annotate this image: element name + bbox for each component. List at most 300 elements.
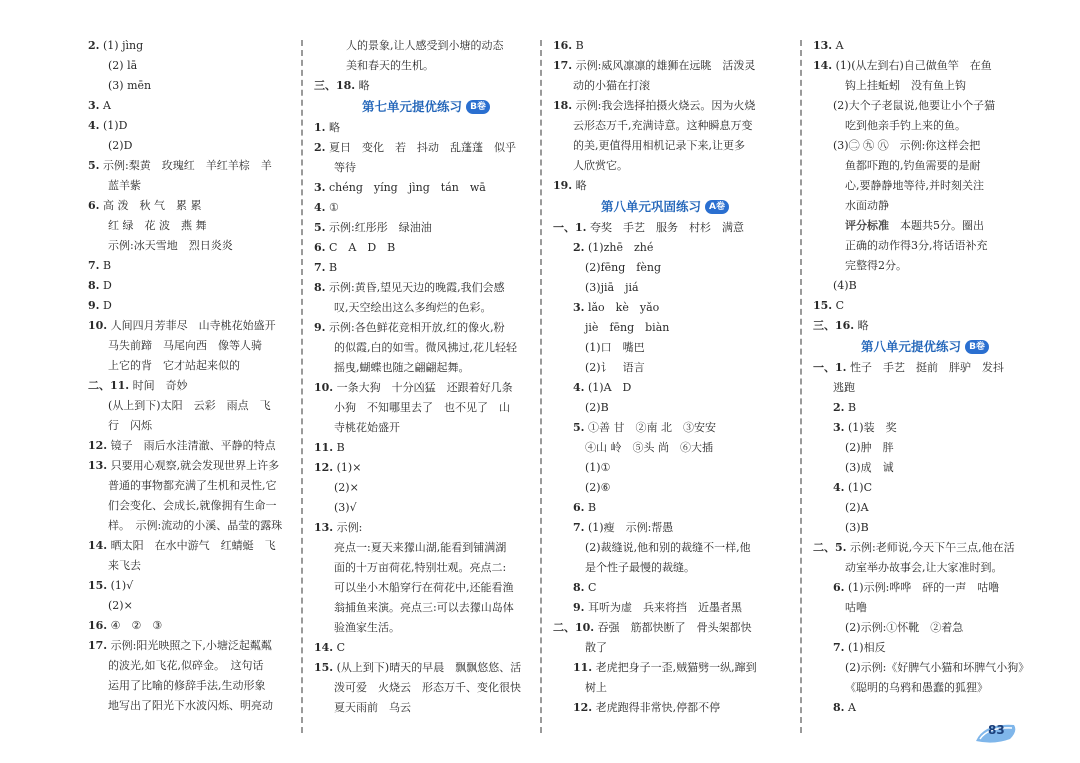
answer-text: 寺桃花始盛开 — [334, 421, 400, 434]
question-number: 14. — [314, 641, 334, 654]
answer-text: 略 — [575, 179, 587, 192]
answer-text: B — [575, 39, 584, 52]
answer-text: 人欣赏它。 — [573, 159, 628, 172]
answer-line — [813, 478, 1037, 498]
answer-line — [813, 176, 1037, 196]
answer-text: 蓝羊紫 — [108, 179, 141, 192]
question-number: 10. — [88, 319, 108, 332]
answer-text: 示例:梨黄 玫瑰红 羊红羊棕 羊 — [102, 159, 272, 172]
answer-line — [553, 318, 777, 338]
answer-text: lǎo kè yǎo — [587, 301, 660, 314]
answer-text: 的似霞,白的如雪。微风拂过,花儿轻轻 — [334, 341, 517, 354]
answer-line — [314, 258, 538, 278]
answer-text: (2)× — [334, 481, 359, 494]
answer-text: (3)√ — [334, 501, 357, 514]
question-number: 12. — [88, 439, 108, 452]
answer-line — [88, 416, 312, 436]
answer-text: jiè fēng biàn — [585, 321, 670, 334]
question-number: 10. — [314, 381, 334, 394]
answer-text: 们会变化、会成长,就像拥有生命一 — [108, 499, 277, 512]
answer-line — [553, 558, 777, 578]
answer-line — [88, 316, 312, 336]
answer-text: 示例:我会选择拍摄火烧云。因为火烧 — [575, 99, 756, 112]
answer-line — [88, 356, 312, 376]
column-3 — [553, 36, 777, 718]
question-number: 15. — [314, 661, 334, 674]
question-number: 12. — [573, 701, 593, 714]
answer-line — [553, 36, 777, 56]
answer-line — [314, 678, 538, 698]
answer-line — [314, 558, 538, 578]
answer-line — [88, 136, 312, 156]
question-number: 2. — [314, 141, 326, 154]
section-title-text: 第七单元提优练习 — [362, 99, 463, 114]
answer-line — [88, 676, 312, 696]
answer-text: 行 闪烁 — [108, 419, 152, 432]
question-number: 18. — [553, 99, 573, 112]
answer-line — [813, 56, 1037, 76]
answer-text: 老虎跑得非常快,停都不停 — [595, 701, 721, 714]
answer-text: (2)D — [108, 139, 133, 152]
answer-text: ④ ② ③ — [110, 619, 163, 632]
answer-line — [314, 298, 538, 318]
question-number: 二、11. — [88, 379, 130, 392]
answer-line — [813, 236, 1037, 256]
answer-line — [88, 36, 312, 56]
answer-line — [553, 378, 777, 398]
answer-line — [553, 96, 777, 116]
question-number: 4. — [573, 381, 585, 394]
answer-text: 水面动静 — [845, 199, 889, 212]
question-number: 5. — [314, 221, 326, 234]
question-number: 16. — [553, 39, 573, 52]
answer-text: (1)瘦 示例:帮愚 — [587, 521, 674, 534]
question-number: 12. — [314, 461, 334, 474]
answer-text: (1)相反 — [847, 641, 886, 654]
section-badge: B卷 — [965, 340, 989, 354]
answer-line — [813, 276, 1037, 296]
section-badge: A卷 — [705, 200, 729, 214]
answer-text: 是个性子最慢的裁缝。 — [585, 561, 695, 574]
question-number: 2. — [88, 39, 100, 52]
answer-text: (3)B — [845, 521, 869, 534]
answer-line — [314, 398, 538, 418]
answer-text: 翁捕鱼来演。亮点三:可以去獴山岛体 — [334, 601, 514, 614]
answer-line — [314, 76, 538, 96]
question-number: 7. — [314, 261, 326, 274]
question-number: 19. — [553, 179, 573, 192]
question-number: 17. — [88, 639, 108, 652]
answer-text: 的美,更值得用相机记录下来,让更多 — [573, 139, 745, 152]
question-number: 11. — [314, 441, 334, 454]
answer-text: C — [587, 581, 597, 594]
answer-line — [314, 178, 538, 198]
answer-text: 面的十万亩荷花,特别壮观。亮点二: — [334, 561, 507, 574]
answer-text: A — [847, 701, 856, 714]
answer-line — [314, 218, 538, 238]
answer-text: (1)D — [102, 119, 128, 132]
answer-text: (2)肿 胖 — [845, 441, 894, 454]
answer-text: 示例: — [336, 521, 363, 534]
column-divider — [301, 40, 303, 733]
answer-line — [553, 458, 777, 478]
answer-line — [813, 458, 1037, 478]
answer-text: 老虎把身子一歪,贼猫劈一纵,蹿到 — [595, 661, 757, 674]
answer-text: (3) mēn — [108, 79, 152, 92]
answer-line — [88, 96, 312, 116]
question-number: 5. — [573, 421, 585, 434]
answer-line — [314, 138, 538, 158]
answer-line — [88, 576, 312, 596]
answer-text: 人的景象,让人感受到小塘的动态 — [346, 39, 504, 52]
question-number: 14. — [813, 59, 833, 72]
answer-line — [314, 238, 538, 258]
answer-line — [813, 518, 1037, 538]
answer-text: 树上 — [585, 681, 607, 694]
answer-text: 逃跑 — [833, 381, 855, 394]
question-number: 2. — [573, 241, 585, 254]
answer-text: D — [102, 299, 112, 312]
answer-text: 钩上挂蚯蚓 没有鱼上钩 — [845, 79, 966, 92]
answer-line — [553, 618, 777, 638]
answer-text: (2)⑥ — [585, 481, 611, 494]
question-number: 6. — [314, 241, 326, 254]
answer-line — [88, 656, 312, 676]
answer-text: 耳听为虚 兵来将挡 近墨者黑 — [587, 601, 742, 614]
answer-line — [553, 76, 777, 96]
answer-text: 示例:威风凛凛的雄狮在远眺 活泼灵 — [575, 59, 756, 72]
answer-line — [813, 398, 1037, 418]
answer-line — [813, 378, 1037, 398]
question-number: 一、1. — [813, 361, 847, 374]
answer-text: 本题共5分。圈出 — [900, 219, 984, 232]
answer-line — [314, 198, 538, 218]
question-number: 3. — [573, 301, 585, 314]
answer-line — [813, 76, 1037, 96]
answer-text: 略 — [328, 121, 340, 134]
answer-text: 的波光,如飞花,似碎金。 这句话 — [108, 659, 264, 672]
answer-line — [88, 76, 312, 96]
answer-text: 马失前蹄 马尾向西 像等人骑 — [108, 339, 262, 352]
answer-text: A — [102, 99, 111, 112]
answer-line — [88, 56, 312, 76]
answer-text: 人间四月芳菲尽 山寺桃花始盛开 — [110, 319, 276, 332]
answer-line — [813, 136, 1037, 156]
answer-line — [813, 358, 1037, 378]
answer-text: (2)× — [108, 599, 133, 612]
answer-line — [553, 598, 777, 618]
answer-text: 红 绿 花 波 燕 舞 — [108, 219, 207, 232]
answer-text: 小狗 不知哪里去了 也不见了 山 — [334, 401, 510, 414]
answer-text: 运用了比喻的修辞手法,生动形象 — [108, 679, 266, 692]
answer-text: 亮点一:夏天来獴山湖,能看到铺满湖 — [334, 541, 507, 554]
answer-text: 一条大狗 十分凶猛 还跟着好几条 — [336, 381, 513, 394]
answer-text: 性子 手艺 挺前 胖驴 发抖 — [849, 361, 1004, 374]
answer-line — [553, 438, 777, 458]
answer-line — [88, 456, 312, 476]
answer-line — [553, 478, 777, 498]
answer-text: C — [835, 299, 845, 312]
answer-line — [314, 598, 538, 618]
question-number: 8. — [573, 581, 585, 594]
answer-text: 叹,天空绘出这么多绚烂的色彩。 — [334, 301, 492, 314]
column-4 — [813, 36, 1037, 718]
answer-line — [813, 598, 1037, 618]
question-number: 5. — [88, 159, 100, 172]
answer-line — [813, 658, 1037, 678]
answer-line — [88, 496, 312, 516]
answer-text: (1) jìng — [102, 39, 144, 52]
question-number: 6. — [573, 501, 585, 514]
answer-line — [813, 618, 1037, 638]
answer-line — [813, 116, 1037, 136]
answer-text: (1)口 嘴巴 — [585, 341, 645, 354]
answer-line — [314, 118, 538, 138]
answer-line — [88, 276, 312, 296]
answer-text: 普通的事物都充满了生机和灵性,它 — [108, 479, 277, 492]
answer-text: 美和春天的生机。 — [346, 59, 434, 72]
answer-text: B — [847, 401, 857, 414]
question-number: 2. — [833, 401, 845, 414]
section-title — [553, 196, 777, 218]
answer-line — [553, 258, 777, 278]
answer-line — [813, 538, 1037, 558]
answer-line — [88, 156, 312, 176]
question-number: 9. — [573, 601, 585, 614]
answer-text: 心,要静静地等待,并时刻关注 — [845, 179, 984, 192]
answer-line — [314, 578, 538, 598]
answer-line — [88, 236, 312, 256]
answer-line — [813, 296, 1037, 316]
answer-line — [553, 278, 777, 298]
answer-text: 泼可爱 火烧云 形态万千、变化很快 — [334, 681, 521, 694]
answer-line — [813, 418, 1037, 438]
question-number: 3. — [314, 181, 326, 194]
answer-text: (1)① — [585, 461, 611, 474]
question-number: 1. — [314, 121, 326, 134]
answer-text: 时间 奇妙 — [132, 379, 188, 392]
answer-text: B — [336, 441, 345, 454]
column-2 — [314, 36, 538, 718]
answer-text: (4)B — [833, 279, 857, 292]
answer-text: (2)讠 语言 — [585, 361, 645, 374]
answer-text: 动的小猫在打滚 — [573, 79, 650, 92]
answer-line — [314, 338, 538, 358]
answer-text: (2)fēng fèng — [585, 261, 661, 274]
answer-text: (从上到下)太阳 云彩 雨点 飞 — [108, 399, 271, 412]
answer-text: 《聪明的乌鸦和愚蠢的狐狸》 — [845, 681, 988, 694]
section-badge: B卷 — [466, 100, 490, 114]
answer-line — [813, 256, 1037, 276]
answer-line — [553, 136, 777, 156]
answer-line — [553, 678, 777, 698]
answer-text: D — [102, 279, 112, 292]
question-number: 三、18. — [314, 79, 356, 92]
answer-line — [813, 438, 1037, 458]
question-number: 一、1. — [553, 221, 587, 234]
question-number: 9. — [88, 299, 100, 312]
answer-line — [314, 478, 538, 498]
answer-line — [88, 396, 312, 416]
answer-text: chéng yíng jìng tán wā — [328, 181, 486, 194]
answer-line — [553, 398, 777, 418]
column-divider — [800, 40, 802, 733]
answer-text: (2)裁缝说,他和别的裁缝不一样,他 — [585, 541, 751, 554]
answer-text: C A D B — [328, 241, 396, 254]
question-number: 7. — [88, 259, 100, 272]
answer-line — [314, 638, 538, 658]
answer-line — [813, 196, 1037, 216]
answer-text: 地写出了阳光下水波闪烁、明亮动 — [108, 699, 273, 712]
question-number: 13. — [314, 521, 334, 534]
question-number: 8. — [314, 281, 326, 294]
answer-text: (2) lā — [108, 59, 138, 72]
answer-line — [553, 658, 777, 678]
question-number: 6. — [88, 199, 100, 212]
answer-text: 样。 示例:流动的小溪、晶莹的露珠 — [108, 519, 283, 532]
question-number: 17. — [553, 59, 573, 72]
section-title — [314, 96, 538, 118]
answer-line — [553, 698, 777, 718]
answer-line — [88, 556, 312, 576]
answer-text: 示例:各色鲜花竞相开放,红的像火,粉 — [328, 321, 505, 334]
answer-line — [553, 418, 777, 438]
answer-text: 示例:红彤彤 绿油油 — [328, 221, 432, 234]
answer-line — [813, 36, 1037, 56]
answer-text: 高 泼 秋 气 累 累 — [102, 199, 202, 212]
answer-text: (2)大个子老鼠说,他要让小个子猫 — [833, 99, 996, 112]
answer-line — [88, 596, 312, 616]
answer-text: 完整得2分。 — [845, 259, 907, 272]
question-number: 13. — [813, 39, 833, 52]
answer-text: 正确的动作得3分,将话语补充 — [845, 239, 988, 252]
answer-line — [88, 196, 312, 216]
answer-text: 等待 — [334, 161, 356, 174]
question-number: 二、5. — [813, 541, 847, 554]
answer-line — [314, 158, 538, 178]
answer-line — [813, 698, 1037, 718]
answer-line — [88, 696, 312, 716]
answer-line — [314, 318, 538, 338]
page-number: 83 — [988, 723, 1005, 737]
question-number: 15. — [88, 579, 108, 592]
answer-text: (2)B — [585, 401, 609, 414]
answer-text: 夸奖 手艺 服务 村杉 满意 — [589, 221, 744, 234]
answer-text: (1)× — [336, 461, 362, 474]
question-number: 8. — [833, 701, 845, 714]
answer-text: 晒太阳 在水中游气 红蜻蜓 飞 — [110, 539, 276, 552]
answer-text: 云形态万千,充满诗意。这种瞬息万变 — [573, 119, 753, 132]
answer-line — [813, 638, 1037, 658]
question-number: 7. — [833, 641, 845, 654]
answer-line — [553, 578, 777, 598]
answer-line — [88, 636, 312, 656]
answer-text: (3)㊁ ㊈ ㊇ 示例:你这样会把 — [833, 139, 981, 152]
question-number: 4. — [88, 119, 100, 132]
answer-text: (2)示例:①怀靴 ②着急 — [845, 621, 964, 634]
answer-text: (1)装 奖 — [847, 421, 897, 434]
answer-line — [813, 498, 1037, 518]
question-number: 4. — [833, 481, 845, 494]
question-number: 6. — [833, 581, 845, 594]
answer-text: C — [336, 641, 346, 654]
answer-text: 吃到他亲手钓上来的鱼。 — [845, 119, 966, 132]
question-number: 14. — [88, 539, 108, 552]
answer-text: 略 — [358, 79, 370, 92]
answer-text: 示例:冰天雪地 烈日炎炎 — [108, 239, 233, 252]
column-1 — [88, 36, 312, 716]
answer-text: (1)(从左到右)自己做鱼竿 在鱼 — [835, 59, 992, 72]
answer-text: 验渔家生活。 — [334, 621, 400, 634]
question-number: 11. — [573, 661, 593, 674]
answer-text: 上它的背 它才站起来似的 — [108, 359, 240, 372]
answer-line — [314, 438, 538, 458]
question-number: 二、10. — [553, 621, 595, 634]
answer-text: B — [328, 261, 338, 274]
answer-line — [314, 278, 538, 298]
answer-text: 略 — [857, 319, 869, 332]
answer-line — [813, 558, 1037, 578]
answer-line — [553, 358, 777, 378]
question-number: 8. — [88, 279, 100, 292]
question-number: 13. — [88, 459, 108, 472]
answer-line — [88, 336, 312, 356]
question-number: 16. — [88, 619, 108, 632]
answer-text: 可以坐小木船穿行在荷花中,还能看渔 — [334, 581, 514, 594]
answer-line — [813, 316, 1037, 336]
answer-line — [553, 116, 777, 136]
answer-text: A — [835, 39, 844, 52]
answer-line — [314, 358, 538, 378]
answer-text: 示例:阳光映照之下,小塘泛起粼粼 — [110, 639, 272, 652]
section-title-text: 第八单元巩固练习 — [601, 199, 702, 214]
answer-text: (1)C — [847, 481, 872, 494]
answer-text: 夏天雨前 乌云 — [334, 701, 411, 714]
answer-line — [813, 216, 1037, 236]
section-title-text: 第八单元提优练习 — [861, 339, 962, 354]
answer-line — [553, 156, 777, 176]
answer-line — [813, 678, 1037, 698]
answer-line — [314, 418, 538, 438]
answer-line — [553, 218, 777, 238]
answer-line — [314, 518, 538, 538]
answer-line — [553, 298, 777, 318]
answer-line — [314, 36, 538, 56]
question-number: 7. — [573, 521, 585, 534]
answer-line — [88, 296, 312, 316]
answer-line — [553, 238, 777, 258]
answer-text: 夏日 变化 若 抖动 乱蓬蓬 似乎 — [328, 141, 516, 154]
answer-line — [314, 618, 538, 638]
question-number: 三、16. — [813, 319, 855, 332]
answer-text: (1)A D — [587, 381, 632, 394]
answer-line — [88, 536, 312, 556]
answer-text: 摇曳,蝴蝶也随之翩翩起舞。 — [334, 361, 470, 374]
answer-line — [88, 436, 312, 456]
question-number: 15. — [813, 299, 833, 312]
question-number: 3. — [833, 421, 845, 434]
answer-line — [88, 176, 312, 196]
answer-text: ④山 岭 ⑤头 尚 ⑥大插 — [585, 441, 713, 454]
answer-line — [553, 176, 777, 196]
answer-line — [314, 658, 538, 678]
answer-text: 动室举办故事会,让大家准时到。 — [845, 561, 1003, 574]
answer-line — [553, 538, 777, 558]
answer-text: (1)√ — [110, 579, 134, 592]
answer-line — [88, 116, 312, 136]
question-number: 3. — [88, 99, 100, 112]
answer-text: 示例:老师说,今天下午三点,他在活 — [849, 541, 1015, 554]
